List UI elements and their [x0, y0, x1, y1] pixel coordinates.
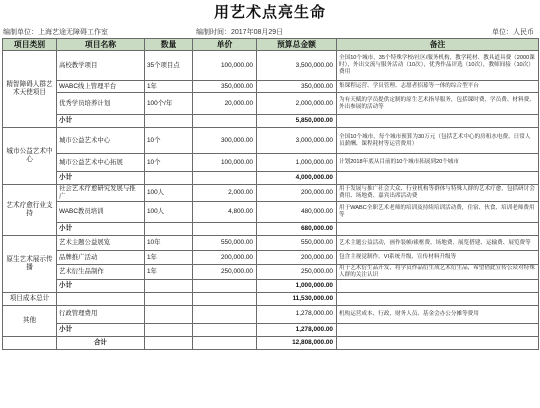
budget-table [2, 38, 539, 350]
category-cell: 其他 [3, 305, 57, 336]
item-qty: 1年 [145, 251, 193, 265]
subtotal-value: 1,278,000.00 [257, 323, 337, 336]
item-note: 集课程运营、学员管理、志愿者招募等一体的综合型平台 [337, 81, 539, 93]
subtotal-row [3, 279, 539, 292]
table-row [3, 128, 539, 154]
subtotal-label: 小计 [57, 115, 145, 128]
subtotal-label: 小计 [57, 279, 145, 292]
item-name: 社会艺术疗愈研究发展与推广 [57, 185, 145, 202]
item-qty: 1年 [145, 81, 193, 93]
item-qty: 100人 [145, 202, 193, 223]
item-total: 200,000.00 [257, 185, 337, 202]
item-price: 4,800.00 [193, 202, 257, 223]
item-note: 计划2018年底从目前的10个城市拓展到20个城市 [337, 154, 539, 172]
item-price: 550,000.00 [193, 236, 257, 251]
table-row [3, 265, 539, 280]
item-qty: 10个 [145, 154, 193, 172]
item-name: 艺术主题公益展览 [57, 236, 145, 251]
category-cell: 原生艺术展示传播 [3, 236, 57, 293]
table-row [3, 305, 539, 323]
subtotal-row [3, 115, 539, 128]
item-total: 200,000.00 [257, 251, 337, 265]
item-total: 1,278,000.00 [257, 305, 337, 323]
meta-row [0, 26, 540, 38]
item-name: WABC教员培训 [57, 202, 145, 223]
unit-label: 编制单位：上海艺途无障碍工作室 [3, 29, 108, 36]
header-category: 项目类别 [3, 39, 57, 51]
item-price: 250,000.00 [193, 265, 257, 280]
category-cell: 城市公益艺术中心 [3, 128, 57, 185]
item-price: 20,000.00 [193, 93, 257, 115]
header-total: 预算总金额 [257, 39, 337, 51]
subtotal-label: 小计 [57, 223, 145, 236]
item-qty: 10个 [145, 128, 193, 154]
item-total: 480,000.00 [257, 202, 337, 223]
subtotal-row [3, 223, 539, 236]
table-row [3, 202, 539, 223]
item-price: 100,000.00 [193, 51, 257, 81]
header-price: 单价 [193, 39, 257, 51]
subtotal-label: 小计 [57, 323, 145, 336]
item-total: 250,000.00 [257, 265, 337, 280]
item-name: 高校教学项目 [57, 51, 145, 81]
category-cell: 艺术疗愈行业支持 [3, 185, 57, 236]
item-name: 品牌推广活动 [57, 251, 145, 265]
item-total: 550,000.00 [257, 236, 337, 251]
item-note: 包含主视觉制作、VI系统升级、宣传材料升级等 [337, 251, 539, 265]
item-qty: 35个项目点 [145, 51, 193, 81]
item-note: 艺术主题公益活动，画作装帧/裱框费、场地费、展览搭建、运输费、展览费等 [337, 236, 539, 251]
currency-label: 单位：人民币 [492, 29, 534, 36]
table-row [3, 236, 539, 251]
item-price: 350,000.00 [193, 81, 257, 93]
item-note: 用于艺术衍生品开发，将学员作品衍生成艺术衍生品，希望借此宣传公众对特殊人群的关注认识 [337, 265, 539, 280]
table-row [3, 185, 539, 202]
item-qty: 1年 [145, 265, 193, 280]
subtotal-value: 680,000.00 [257, 223, 337, 236]
item-note: 用于WABC全职艺术老师的培训及持续培训活动费，住宿、伙食、培训老师费用等 [337, 202, 539, 223]
header-qty: 数量 [145, 39, 193, 51]
grand-total-value: 12,808,000.00 [257, 336, 337, 349]
table-row [3, 154, 539, 172]
header-row [3, 39, 539, 51]
subtotal-value: 4,000,000.00 [257, 172, 337, 185]
item-qty: 10年 [145, 236, 193, 251]
grand-total-label: 合计 [57, 336, 145, 349]
subtotal-row [3, 172, 539, 185]
item-note: 用于发展与推广社会大众、行业机构等群体与特殊人群的艺术疗愈，包括研讨会费用、场地费、嘉宾出席活动费 [337, 185, 539, 202]
page-title: 用艺术点亮生命 [213, 4, 326, 21]
item-price: 200,000.00 [193, 251, 257, 265]
item-note: 全国10个城市，35个特殊学校/社区/服务机构，教学耗材、教具道具费（2000课时），外出交流与服务活动（10次），优秀作品评选（10次），教师间接（10次）费用 [337, 51, 539, 81]
table-row [3, 51, 539, 81]
item-total: 2,000,000.00 [257, 93, 337, 115]
item-qty: 100个/年 [145, 93, 193, 115]
item-total: 350,000.00 [257, 81, 337, 93]
subtotal-value: 1,000,000.00 [257, 279, 337, 292]
item-total: 3,000,000.00 [257, 128, 337, 154]
cost-total-label: 项目成本总计 [3, 292, 57, 305]
header-note: 备注 [337, 39, 539, 51]
subtotal-row [3, 323, 539, 336]
item-name: 城市公益艺术中心 [57, 128, 145, 154]
category-cell: 精智障碍人群艺术天使项目 [3, 51, 57, 128]
item-note: 为有天赋的学员提供定制的原生艺术指导服务，包括课时费、学员费、材料费、外出参展的活动等 [337, 93, 539, 115]
table-row [3, 251, 539, 265]
table-row [3, 93, 539, 115]
table-row [3, 81, 539, 93]
item-note: 机构运营成本、行政、财务人员、基金会办公分摊等费用 [337, 305, 539, 323]
subtotal-label: 小计 [57, 172, 145, 185]
item-name: 城市公益艺术中心拓展 [57, 154, 145, 172]
item-total: 3,500,000.00 [257, 51, 337, 81]
item-note: 全国10个城市，每个城市预算为30万元（包括艺术中心的房租水电费、日常人员薪酬、课程耗材等运营费用） [337, 128, 539, 154]
grand-total-row [3, 336, 539, 349]
item-name: 优秀学员培养计划 [57, 93, 145, 115]
time-label: 编制时间：2017年08月29日 [196, 29, 284, 36]
cost-total-row [3, 292, 539, 305]
subtotal-value: 5,850,000.00 [257, 115, 337, 128]
item-price: 100,000.00 [193, 154, 257, 172]
item-price: 2,000.00 [193, 185, 257, 202]
item-qty: 100人 [145, 185, 193, 202]
item-name: WABC线上管理平台 [57, 81, 145, 93]
item-name: 行政管理费用 [57, 305, 145, 323]
item-total: 1,000,000.00 [257, 154, 337, 172]
cost-total-value: 11,530,000.00 [257, 292, 337, 305]
header-name: 项目名称 [57, 39, 145, 51]
item-name: 艺术衍生品制作 [57, 265, 145, 280]
item-price: 300,000.00 [193, 128, 257, 154]
